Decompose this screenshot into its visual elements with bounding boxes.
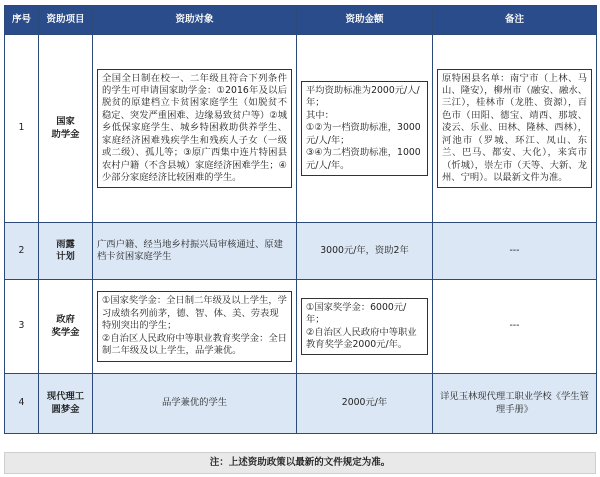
row-no: 1 <box>5 35 39 223</box>
row-remark: 原特困县名单：南宁市（上林、马山、隆安），柳州市（融安、融水、三江），桂林市（龙胜、资源），百色市（田阳、德宝、靖西、那坡、凌云、乐业、田林、隆林、西林），河池市（罗城、环江、凤山、东兰、巴马、都安、大化），来宾市（忻城），崇左市（天等、大新、龙州、宁明）。以最新文件为准。 <box>437 69 592 189</box>
row-remark-cell <box>433 35 597 223</box>
header-amount: 资助金额 <box>297 6 433 35</box>
row-remark: 详见玉林现代理工职业学校《学生管理手册》 <box>433 374 597 434</box>
row-amount-cell <box>297 35 433 223</box>
row-amount-cell <box>297 280 433 374</box>
table-row <box>5 35 597 223</box>
row-project: 政府 奖学金 <box>39 280 93 374</box>
header-no: 序号 <box>5 6 39 35</box>
row-target-cell <box>93 280 297 374</box>
header-remark: 备注 <box>433 6 597 35</box>
row-target: 全国全日制在校一、二年级且符合下列条件的学生可申请国家助学金：①2016年及以后脱贫的原建档立卡贫困家庭学生（如脱贫不稳定、突发严重困难、边缘易致贫户等）②城乡低保家庭学生、城乡特困救助供养学生、家庭经济困难残疾学生和残疾人子女（一级或二级）、孤儿等；③原广西集中连片特困县农村户籍（不含县城）家庭经济困难学生；④少部分家庭经济比较困难的学生。 <box>97 69 292 189</box>
row-no: 4 <box>5 374 39 434</box>
aid-policy-table <box>4 5 597 434</box>
row-project: 雨露 计划 <box>39 223 93 280</box>
row-target-cell <box>93 35 297 223</box>
row-amount: ①国家奖学金：6000元/年； ②自治区人民政府中等职业教育奖学金2000元/年。 <box>301 298 428 356</box>
row-amount: 2000元/年 <box>297 374 433 434</box>
header-project: 资助项目 <box>39 6 93 35</box>
row-project: 现代理工 圆梦金 <box>39 374 93 434</box>
table-header-row <box>5 6 597 35</box>
table-row <box>5 223 597 280</box>
row-project: 国家 助学金 <box>39 35 93 223</box>
row-no: 3 <box>5 280 39 374</box>
header-target: 资助对象 <box>93 6 297 35</box>
row-remark: --- <box>433 280 597 374</box>
row-amount: 平均资助标准为2000元/人/年； 其中： ①②为一档资助标准，3000元/人/年； ③④为二档资助标准，1000元/人/年。 <box>301 81 428 176</box>
row-remark: --- <box>433 223 597 280</box>
row-no: 2 <box>5 223 39 280</box>
row-target: 广西户籍、经当地乡村振兴局审核通过、原建档卡贫困家庭学生 <box>93 223 297 280</box>
table-row <box>5 374 597 434</box>
row-target: ①国家奖学金：全日制二年级及以上学生，学习成绩名列前茅，德、智、体、美、劳表现特别突出的学生； ②自治区人民政府中等职业教育奖学金：全日制二年级及以上学生，品学兼优。 <box>97 291 292 361</box>
table-row <box>5 280 597 374</box>
footer-note: 注：上述资助政策以最新的文件规定为准。 <box>4 452 596 474</box>
row-target: 品学兼优的学生 <box>93 374 297 434</box>
row-amount: 3000元/年，资助2年 <box>297 223 433 280</box>
